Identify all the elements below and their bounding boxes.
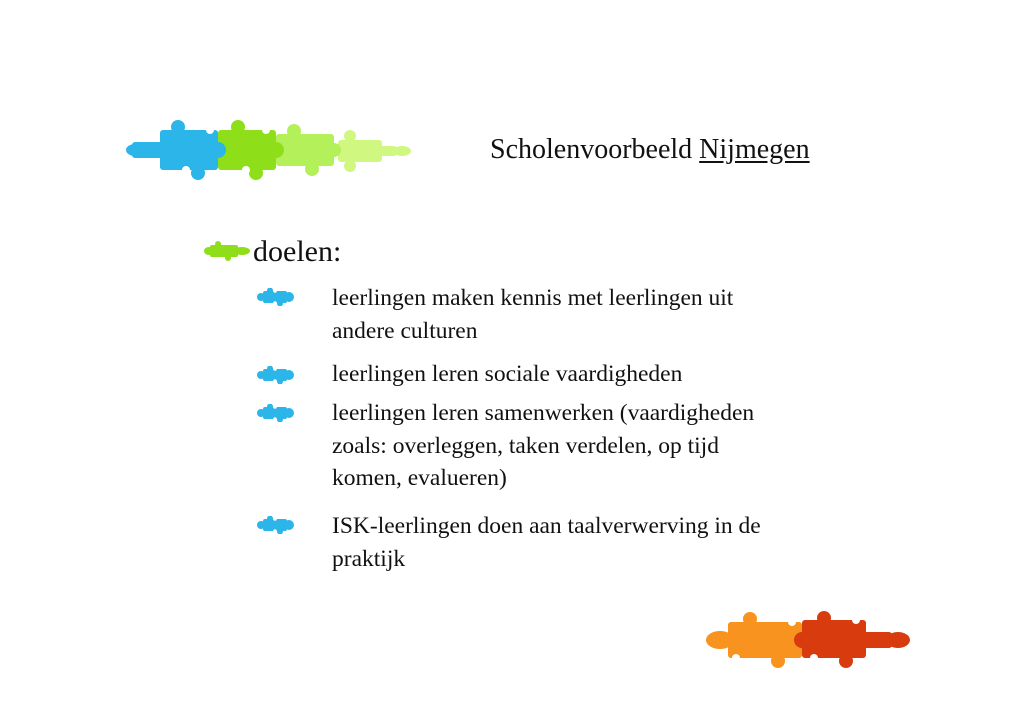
bullet-puzzle-icon — [256, 288, 296, 306]
list-item-line: zoals: overleggen, taken verdelen, op tijd — [332, 432, 719, 459]
list-item — [332, 282, 892, 347]
bullet-puzzle-icon — [256, 404, 296, 422]
section-heading: doelen: — [253, 235, 342, 268]
list-item-line: leerlingen leren sociale vaardigheden — [332, 361, 683, 387]
list-item — [332, 397, 892, 495]
puzzle-strip-bottom-icon — [706, 614, 912, 666]
bullet-puzzle-icon — [256, 366, 296, 384]
title-highlight: Nijmegen — [699, 134, 810, 165]
title-prefix: Scholenvoorbeeld — [490, 134, 693, 165]
list-item-line: komen, evalueren) — [332, 465, 507, 491]
list-item-line: leerlingen leren samenwerken (vaardigheden — [332, 400, 755, 426]
list-item — [332, 358, 892, 391]
list-item-line: andere culturen — [332, 317, 478, 344]
list-item-line: ISK-leerlingen doen aan taalverwerving in de — [332, 513, 761, 539]
bullet-puzzle-icon — [256, 516, 296, 534]
list-item — [332, 510, 892, 575]
list-item-line: leerlingen maken kennis met leerlingen uit — [332, 285, 734, 311]
list-item-line: praktijk — [332, 545, 406, 572]
